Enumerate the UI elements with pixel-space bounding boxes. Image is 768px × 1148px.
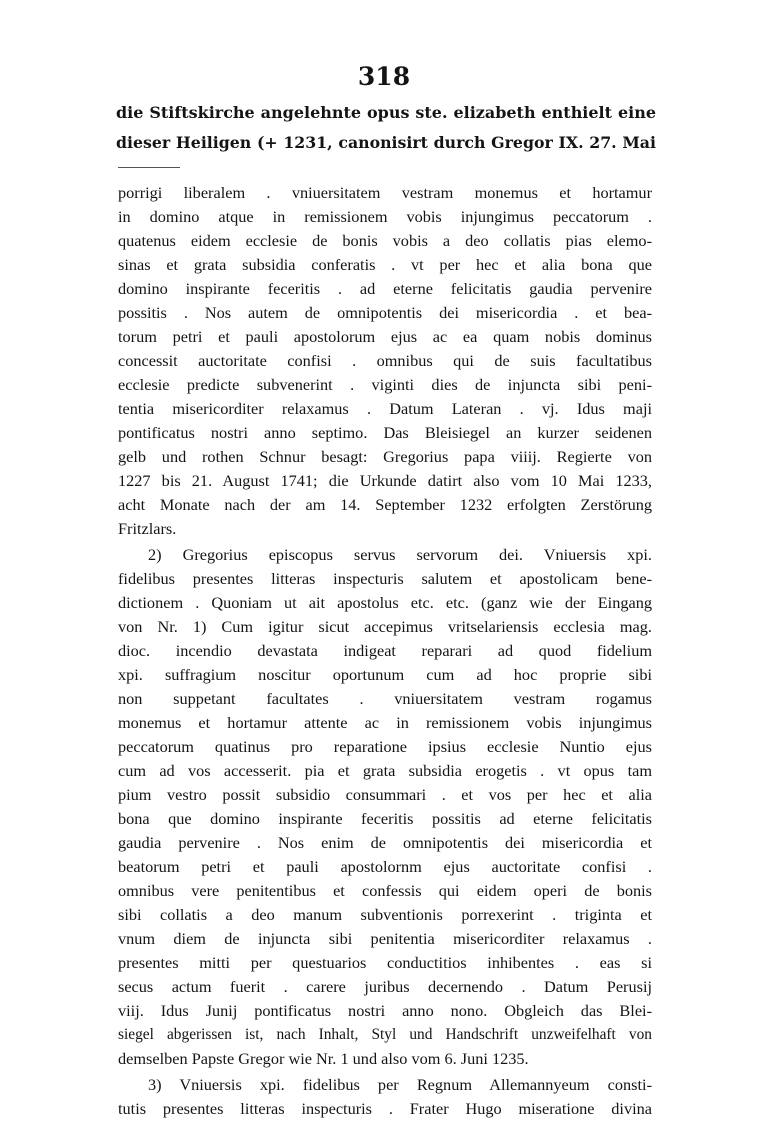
text-line: fidelibus presentes litteras inspecturis salutem et apostolicam bene-: [118, 569, 652, 588]
text-line: Fritzlars.: [118, 519, 177, 538]
text-line: 1227 bis 21. August 1741; die Urkunde datirt also vom 10 Mai 1233,: [118, 471, 652, 490]
running-head-line: dieser Heiligen (+ 1231, canonisirt durch Gregor IX. 27. Mai: [116, 133, 656, 152]
text-line: acht Monate nach der am 14. September 1232 erfolgten Zerstörung: [118, 495, 652, 514]
page-number: 318: [357, 62, 411, 91]
text-line: tutis presentes litteras inspecturis . Frater Hugo miseratione divina: [118, 1099, 652, 1118]
header-rule: [118, 167, 180, 168]
text-line: concessit auctoritate confisi . omnibus qui de suis facultatibus: [118, 351, 652, 370]
text-line: cum ad vos accesserit. pia et grata subsidia erogetis . vt opus tam: [118, 761, 652, 780]
text-line: beatorum petri et pauli apostolornm ejus auctoritate confisi .: [118, 857, 652, 876]
text-line: quatenus eidem ecclesie de bonis vobis a deo collatis pias elemo-: [118, 231, 652, 250]
text-line: presentes mitti per questuarios conductitios inhibentes . eas si: [118, 953, 652, 972]
text-line: sibi collatis a deo manum subventionis porrexerint . triginta et: [118, 905, 652, 924]
text-line: siegel abgerissen ist, nach Inhalt, Styl und Handschrift unzweifelhaft von: [118, 1026, 652, 1043]
running-head-line: die Stiftskirche angelehnte opus ste. elizabeth enthielt eine: [116, 103, 656, 122]
text-line: omnibus vere penitentibus et confessis qui eidem operi de bonis: [118, 881, 652, 900]
running-head: [116, 98, 656, 158]
text-line: demselben Papste Gregor wie Nr. 1 und also vom 6. Juni 1235.: [118, 1049, 529, 1068]
text-line: domino inspirante feceritis . ad eterne felicitatis gaudia pervenire: [118, 279, 652, 298]
text-line: possitis . Nos autem de omnipotentis dei misericordia . et bea-: [118, 303, 652, 322]
text-line: in domino atque in remissionem vobis injungimus peccatorum .: [118, 207, 652, 226]
text-line: torum petri et pauli apostolorum ejus ac ea quam nobis dominus: [118, 327, 652, 346]
text-line: non suppetant facultates . vniuersitatem vestram rogamus: [118, 689, 652, 708]
text-line: ecclesie predicte subvenerint . viginti dies de injuncta sibi peni-: [118, 375, 652, 394]
text-line: pontificatus nostri anno septimo. Das Bleisiegel an kurzer seidenen: [118, 423, 652, 442]
text-line: von Nr. 1) Cum igitur sicut accepimus vritselariensis ecclesia mag.: [118, 617, 652, 636]
text-line: peccatorum quatinus pro reparatione ipsius ecclesie Nuntio ejus: [118, 737, 652, 756]
text-line: secus actum fuerit . carere juribus decernendo . Datum Perusij: [118, 977, 652, 996]
paragraph-start-line: 2) Gregorius episcopus servus servorum dei. Vniuersis xpi.: [148, 545, 652, 564]
text-line: xpi. suffragium noscitur oportunum cum ad hoc proprie sibi: [118, 665, 652, 684]
text-line: tentia misericorditer relaxamus . Datum Lateran . vj. Idus maji: [118, 399, 652, 418]
text-line: dioc. incendio devastata indigeat reparari ad quod fidelium: [118, 641, 652, 660]
text-line: viij. Idus Junij pontificatus nostri anno nono. Obgleich das Blei-: [118, 1001, 652, 1020]
text-line: bona que domino inspirante feceritis possitis ad eterne felicitatis: [118, 809, 652, 828]
text-line: gelb und rothen Schnur besagt: Gregorius papa viiij. Regierte von: [118, 447, 652, 466]
text-line: pium vestro possit subsidio consummari . et vos per hec et alia: [118, 785, 652, 804]
text-line: dictionem . Quoniam ut ait apostolus etc. etc. (ganz wie der Eingang: [118, 593, 652, 612]
body-text: [118, 181, 652, 1121]
text-line: sinas et grata subsidia conferatis . vt per hec et alia bona que: [118, 255, 652, 274]
text-line: vnum diem de injuncta sibi penitentia misericorditer relaxamus .: [118, 929, 652, 948]
text-line: porrigi liberalem . vniuersitatem vestram monemus et hortamur: [118, 183, 652, 202]
text-line: gaudia pervenire . Nos enim de omnipotentis dei misericordia et: [118, 833, 652, 852]
text-line: monemus et hortamur attente ac in remissionem vobis injungimus: [118, 713, 652, 732]
paragraph-start-line: 3) Vniuersis xpi. fidelibus per Regnum Allemannyeum consti-: [148, 1075, 652, 1094]
